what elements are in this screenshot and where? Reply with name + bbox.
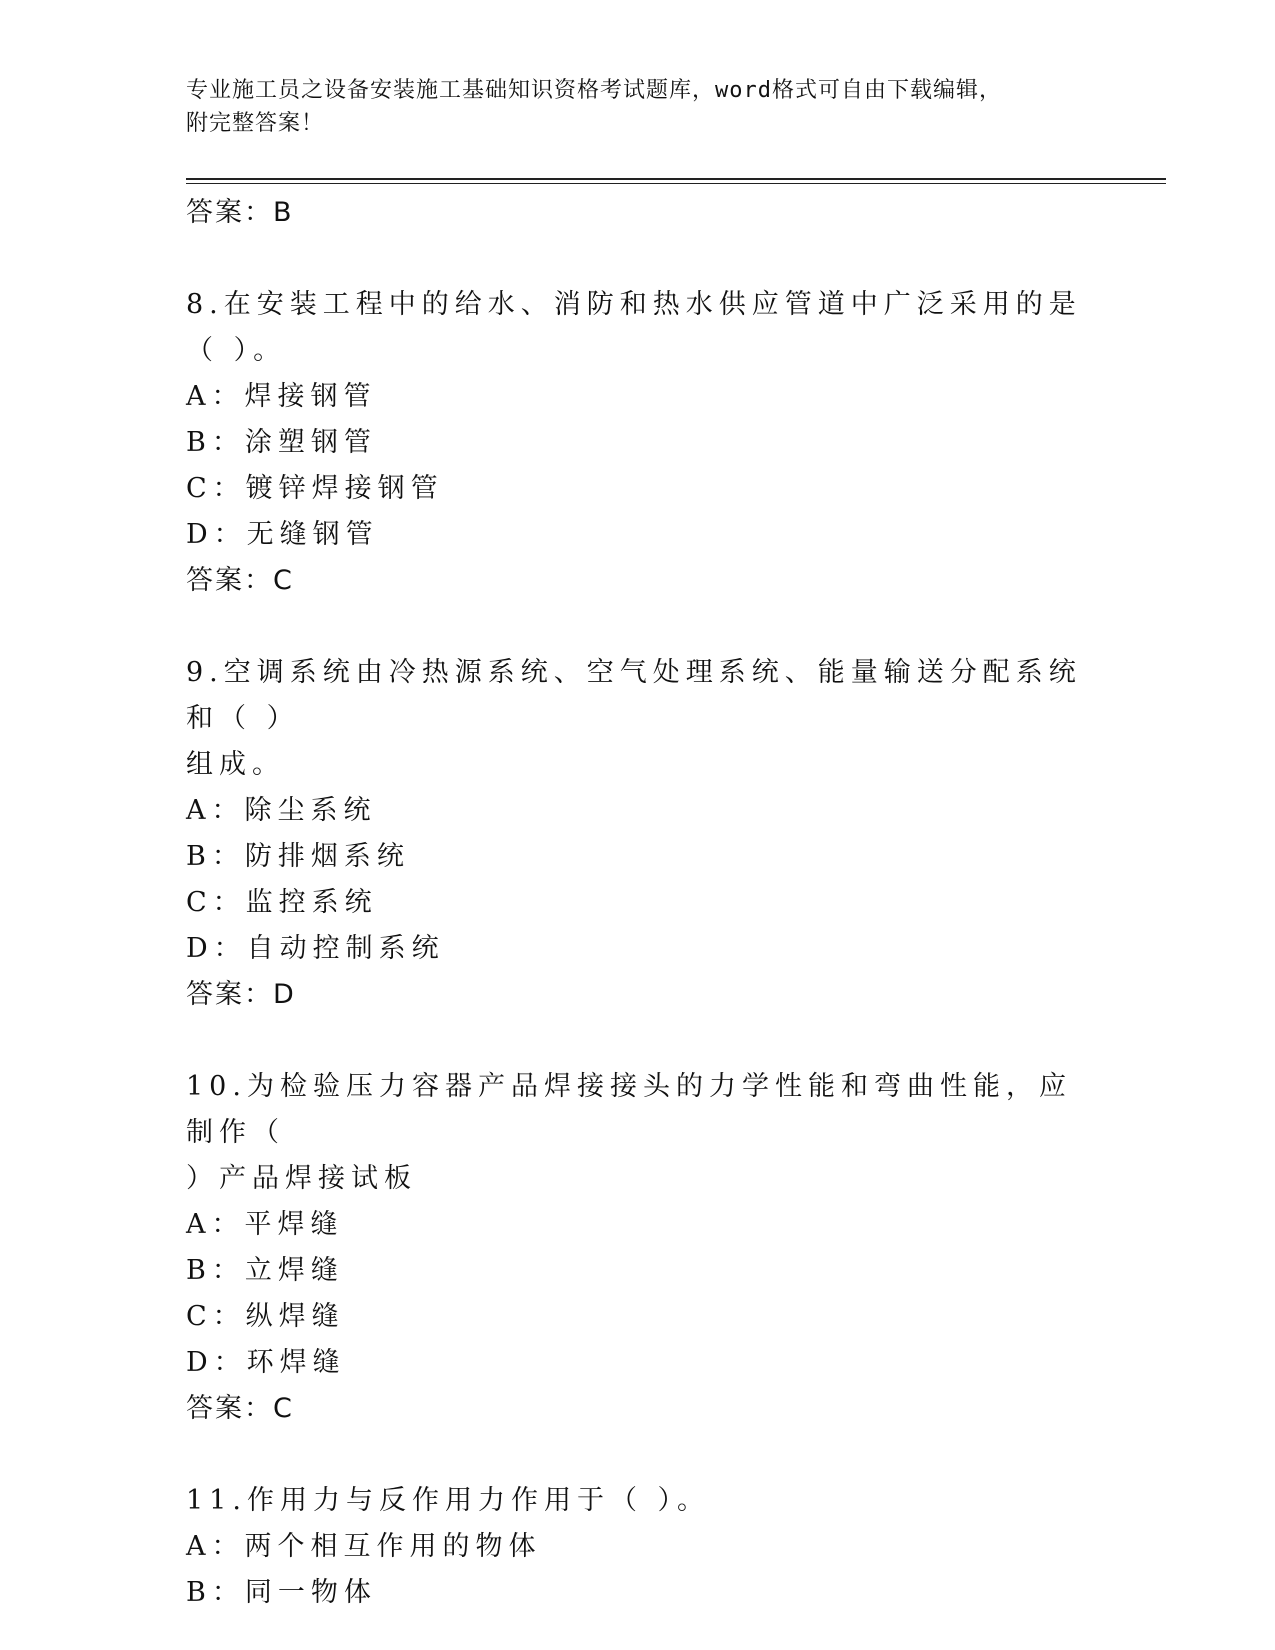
- question-text-continued: 组成。: [186, 749, 285, 780]
- spacer: [186, 604, 1086, 650]
- question-block: [186, 650, 1086, 1018]
- question-text: 11.作用力与反作用力作用于（ ）。: [186, 1485, 711, 1516]
- option-b: B：立焊缝: [186, 1255, 344, 1286]
- question-block: [186, 1478, 1086, 1616]
- previous-answer: 答案：B: [186, 197, 294, 228]
- header-line-1: 专业施工员之设备安装施工基础知识资格考试题库，word格式可自由下载编辑，: [186, 78, 1002, 103]
- spacer: [186, 1018, 1086, 1064]
- question-text: 10.为检验压力容器产品焊接接头的力学性能和弯曲性能，应制作（: [186, 1071, 1072, 1148]
- option-c: C：纵焊缝: [186, 1301, 345, 1332]
- question-block: [186, 1064, 1086, 1432]
- header-divider-thick: [186, 178, 1166, 180]
- option-b: B：同一物体: [186, 1577, 377, 1608]
- option-d: D：自动控制系统: [186, 933, 445, 964]
- spacer: [186, 236, 1086, 282]
- option-b: B：涂塑钢管: [186, 427, 377, 458]
- option-d: D：环焊缝: [186, 1347, 346, 1378]
- answer: 答案：C: [186, 1393, 294, 1424]
- option-a: A：平焊缝: [186, 1209, 344, 1240]
- option-d: D：无缝钢管: [186, 519, 379, 550]
- option-c: C：镀锌焊接钢管: [186, 473, 444, 504]
- question-text-continued: ）产品焊接试板: [186, 1163, 417, 1194]
- answer: 答案：C: [186, 565, 294, 596]
- document-header: [186, 74, 1066, 140]
- question-text: 9.空调系统由冷热源系统、空气处理系统、能量输送分配系统和（ ）: [186, 657, 1082, 734]
- header-divider-thin: [186, 183, 1166, 184]
- question-block: [186, 282, 1086, 604]
- option-a: A：除尘系统: [186, 795, 377, 826]
- header-line-2: 附完整答案！: [186, 111, 325, 136]
- option-b: B：防排烟系统: [186, 841, 410, 872]
- option-a: A：两个相互作用的物体: [186, 1531, 542, 1562]
- answer: 答案：D: [186, 979, 296, 1010]
- question-list: [186, 190, 1086, 1616]
- option-a: A：焊接钢管: [186, 381, 377, 412]
- option-c: C：监控系统: [186, 887, 378, 918]
- spacer: [186, 1432, 1086, 1478]
- question-text: 8.在安装工程中的给水、消防和热水供应管道中广泛采用的是（ ）。: [186, 289, 1082, 366]
